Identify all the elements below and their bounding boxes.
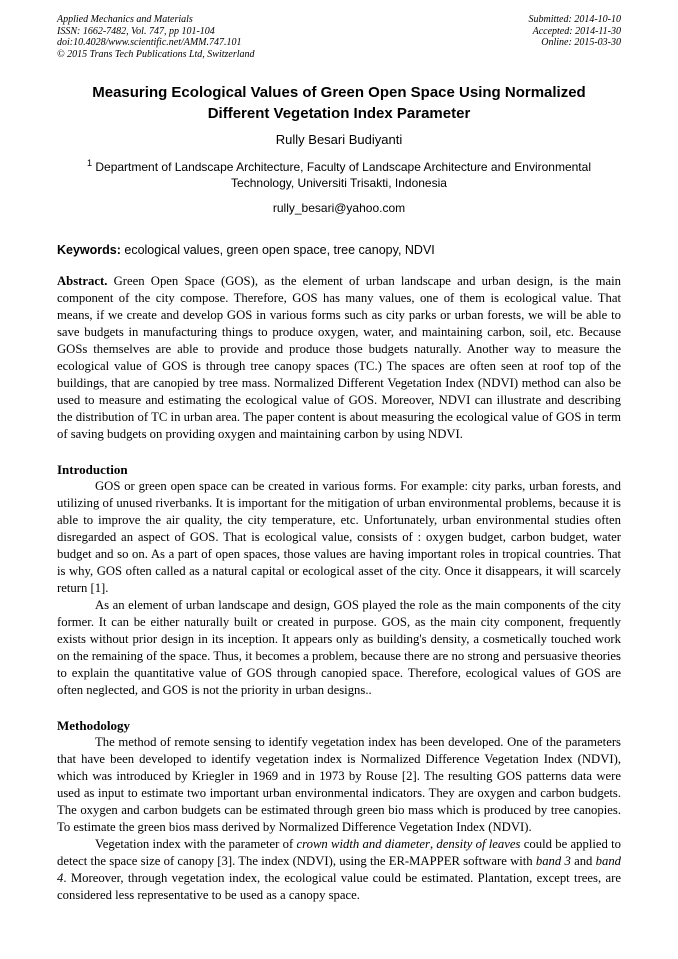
text-segment: Vegetation index with the parameter of: [95, 837, 297, 851]
author-name: Rully Besari Budiyanti: [275, 132, 403, 147]
date-submitted: Submitted: 2014-10-10: [528, 14, 621, 25]
abstract-label: Abstract.: [57, 274, 108, 288]
italic-segment: band 4: [57, 854, 621, 885]
methodology-paragraph-1: The method of remote sensing to identify vegetation index has been developed. One of the parameters that have been developed to identify vegetation index is Normalized Difference Vegetation Index (NDVI), which was introduced by Kriegler in 1969 and in 1973 by Rouse [2]. The resulting GOS patterns data were used as input to estimate two important urban environmental indicators. They are oxygen and carbon budgets. The oxygen and carbon budgets can be estimated through green bio mass which is produced by tree canopies. To estimate the green bios mass derived by Normalized Difference Vegetation Index (NDVI).: [57, 735, 621, 834]
section-heading-introduction: Introduction: [57, 462, 128, 477]
italic-segment: density of leaves: [436, 837, 521, 851]
methodology-paragraph-2: [57, 836, 621, 904]
journal-title: Applied Mechanics and Materials: [57, 14, 193, 25]
journal-header: [57, 14, 621, 60]
text-segment: could be applied to detect the space size of canopy [3]. The index (NDVI), using the ER-MAPPER software with: [57, 837, 621, 868]
author-email: rully_besari@yahoo.com: [272, 201, 406, 215]
affiliation-marker: 1: [87, 158, 93, 168]
italic-segment: band 3: [535, 854, 571, 868]
abstract-text: Green Open Space (GOS), as the element of urban landscape and urban design, is the main component of the city compose. Therefore, GOS has many values, one of them is ecological value. That means, if we create and develop GOS in various forms such as city parks or urban forests, we will be able to save budgets in manufacturing things to produce oxygen, water, and maintaining carbon, soil, etc. Because GOSs themselves are able to provide and produce those budgets naturally. Another way to measure the ecological value of GOS is through tree canopy spaces (TC.) The spaces are often seen at roof top of the buildings, that are canopied by tree mass. Normalized Different Vegetation Index (NDVI) method can also be used to measure and estimating the ecological value of GOS. Moreover, NDVI can illustrate and describing the distribution of TC in urban area. The paper content is about measuring the ecological value of GOS in term of saving budgets on providing oxygen and maintaining carbon by using NDVI.: [57, 274, 621, 441]
keywords-line: [57, 242, 621, 258]
journal-doi: doi:10.4028/www.scientific.net/AMM.747.101: [57, 37, 242, 48]
text-segment: and: [570, 854, 596, 868]
journal-issn-volume: ISSN: 1662-7482, Vol. 747, pp 101-104: [57, 25, 215, 37]
date-online: Online: 2015-03-30: [541, 37, 621, 48]
paper-title: Measuring Ecological Values of Green Open Space Using Normalized Different Vegetation Index Parameter: [92, 84, 586, 122]
text-segment: ,: [429, 837, 437, 851]
italic-segment: crown width and diameter: [296, 837, 430, 851]
affiliation-text: Department of Landscape Architecture, Faculty of Landscape Architecture and Environmental Technology, Universiti Trisakti, Indonesia: [92, 160, 591, 190]
section-heading-methodology: Methodology: [57, 718, 130, 733]
text-segment: . Moreover, through vegetation index, the ecological value could be estimated. Plantation, except trees, are considered less representative to be used as a canopy space.: [57, 871, 621, 902]
journal-info: [57, 14, 255, 60]
introduction-paragraph-2: As an element of urban landscape and design, GOS played the role as the main components of the city former. It can be either naturally built or created in purpose. GOS, as the main city component, frequently exists without prior design in its inception. It appears only as building's density, a cosmetically touched work on the remaining of the space. Thus, it becomes a problem, because there are no strong and persuasive theories to explain the quantitative value of GOS through canopied space. Therefore, ecological values of GOS are often neglected, and GOS is not the priority in urban designs..: [57, 598, 621, 697]
date-accepted: Accepted: 2014-11-30: [532, 25, 621, 37]
keywords-label: Keywords:: [57, 243, 121, 257]
affiliation: [60, 155, 618, 191]
submission-dates: [529, 14, 622, 60]
introduction-paragraph-1: GOS or green open space can be created in various forms. For example: city parks, urban forests, and utilizing of unused riverbanks. It is important for the mitigation of urban environmental problems, because it is able to improve the air quality, the city temperature, etc. Unfortunately, urban environmental studies often disregarded an aspect of GOS. That is ecological value, consists of : oxygen budget, carbon budget, water budget and so on. As a part of open spaces, those values are having important roles in tropical countries. That is why, GOS often called as a natural capital or ecological asset of the city. Once it disappears, it will scarcely return [1].: [57, 479, 621, 595]
abstract-paragraph: [57, 273, 621, 443]
journal-copyright: © 2015 Trans Tech Publications Ltd, Switzerland: [57, 48, 255, 60]
keywords-text: ecological values, green open space, tree canopy, NDVI: [120, 243, 435, 257]
